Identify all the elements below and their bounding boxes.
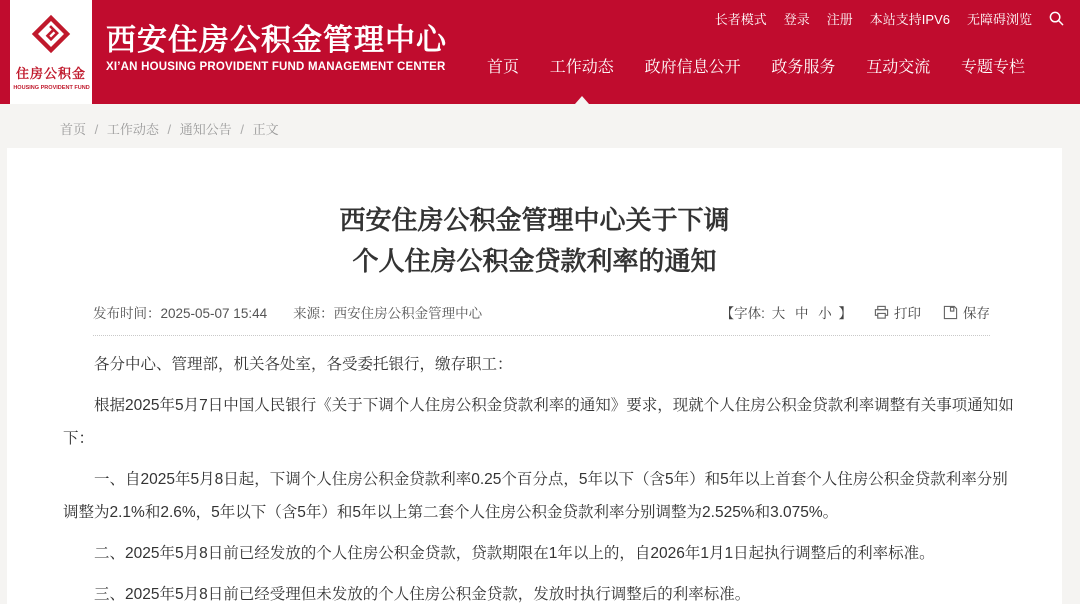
nav-item-gov-info[interactable]: 政府信息公开 [644, 59, 741, 76]
nav-item-special-topics[interactable]: 专题专栏 [960, 59, 1025, 76]
breadcrumb [0, 104, 1080, 148]
logo-title: 住房公积金 [15, 66, 86, 81]
breadcrumb-work-news[interactable]: 工作动态 [106, 122, 159, 137]
font-size-small-button[interactable]: 小 [818, 306, 832, 321]
publish-time-value: 2025-05-07 15:44 [160, 306, 268, 321]
active-nav-pointer-icon [575, 96, 589, 104]
site-title: 西安住房公积金管理中心 [106, 24, 447, 57]
font-size-label-close: 】 [838, 306, 852, 321]
register-link[interactable]: 注册 [826, 12, 853, 27]
breadcrumb-notices[interactable]: 通知公告 [179, 122, 232, 137]
font-size-control [721, 302, 852, 322]
breadcrumb-separator: / [94, 122, 99, 137]
article-paragraph-item3: 三、2025年5月8日前已经受理但未发放的个人住房公积金贷款，发放时执行调整后的利率标准。 [94, 586, 751, 603]
publish-time-label: 发布时间： [93, 306, 161, 321]
font-size-large-button[interactable]: 大 [771, 306, 786, 321]
site-header [0, 0, 1080, 104]
nav-item-interaction[interactable]: 互动交流 [866, 59, 931, 76]
print-label: 打印 [894, 306, 921, 321]
font-size-medium-button[interactable]: 中 [794, 306, 809, 321]
main-nav [487, 54, 1025, 77]
article-title [7, 200, 1062, 282]
breadcrumb-current: 正文 [252, 122, 279, 137]
article-tools [721, 302, 990, 322]
article-paragraph-item1: 一、自2025年5月8日起，下调个人住房公积金贷款利率0.25个百分点，5年以下（含5年）和5年以上首套个人住房公积金贷款利率分别调整为2.1%和2.6%，5年以下（含5年）和5年以上第二套个人住房公积金贷款利率分别调整为2.525%和3.075%。 [63, 471, 1008, 521]
elder-mode-link[interactable]: 长者模式 [714, 12, 767, 27]
nav-item-label: 工作动态 [549, 59, 614, 76]
site-title-block[interactable] [106, 23, 447, 73]
article-paragraph-salutation: 各分中心、管理部，机关各处室，各受委托银行，缴存职工： [94, 356, 513, 373]
search-icon[interactable] [1049, 11, 1064, 26]
ipv6-support-link[interactable]: 本站支持IPV6 [869, 12, 950, 27]
article-title-line1: 西安住房公积金管理中心关于下调 [339, 205, 730, 235]
logo-subtitle: HOUSING PROVIDENT FUND [12, 85, 90, 91]
article-card [7, 148, 1062, 604]
article-paragraph-intro: 根据2025年5月7日中国人民银行《关于下调个人住房公积金贷款利率的通知》要求，现就个人住房公积金贷款利率调整有关事项通知如下： [63, 397, 1014, 447]
accessibility-link[interactable]: 无障碍浏览 [966, 12, 1032, 27]
provident-fund-diamond-logo-icon [30, 13, 72, 60]
article-title-line2: 个人住房公积金贷款利率的通知 [352, 246, 717, 276]
article-paragraph-item2: 二、2025年5月8日前已经发放的个人住房公积金贷款，贷款期限在1年以上的，自2026年1月1日起执行调整后的利率标准。 [94, 545, 935, 562]
save-button[interactable] [943, 302, 990, 322]
nav-item-work-news[interactable] [550, 54, 614, 77]
article-body [7, 336, 1062, 604]
article-meta-row [93, 302, 990, 336]
save-label: 保存 [963, 306, 990, 321]
breadcrumb-separator: / [167, 122, 172, 137]
login-link[interactable]: 登录 [783, 12, 810, 27]
floppy-save-icon [943, 305, 958, 320]
source-value: 西安住房公积金管理中心 [333, 306, 483, 321]
source-label: 来源： [293, 306, 334, 321]
printer-icon [874, 305, 889, 320]
print-button[interactable] [874, 302, 921, 322]
nav-item-gov-services[interactable]: 政务服务 [771, 59, 836, 76]
font-size-label: 【字体: [720, 306, 765, 321]
utility-bar [715, 9, 1064, 28]
breadcrumb-separator: / [240, 122, 245, 137]
site-logo[interactable] [10, 0, 92, 104]
breadcrumb-home[interactable]: 首页 [60, 122, 87, 137]
article-meta [93, 302, 482, 322]
site-subtitle: XI’AN HOUSING PROVIDENT FUND MANAGEMENT CENTER [106, 61, 446, 73]
nav-item-home[interactable]: 首页 [487, 59, 520, 76]
